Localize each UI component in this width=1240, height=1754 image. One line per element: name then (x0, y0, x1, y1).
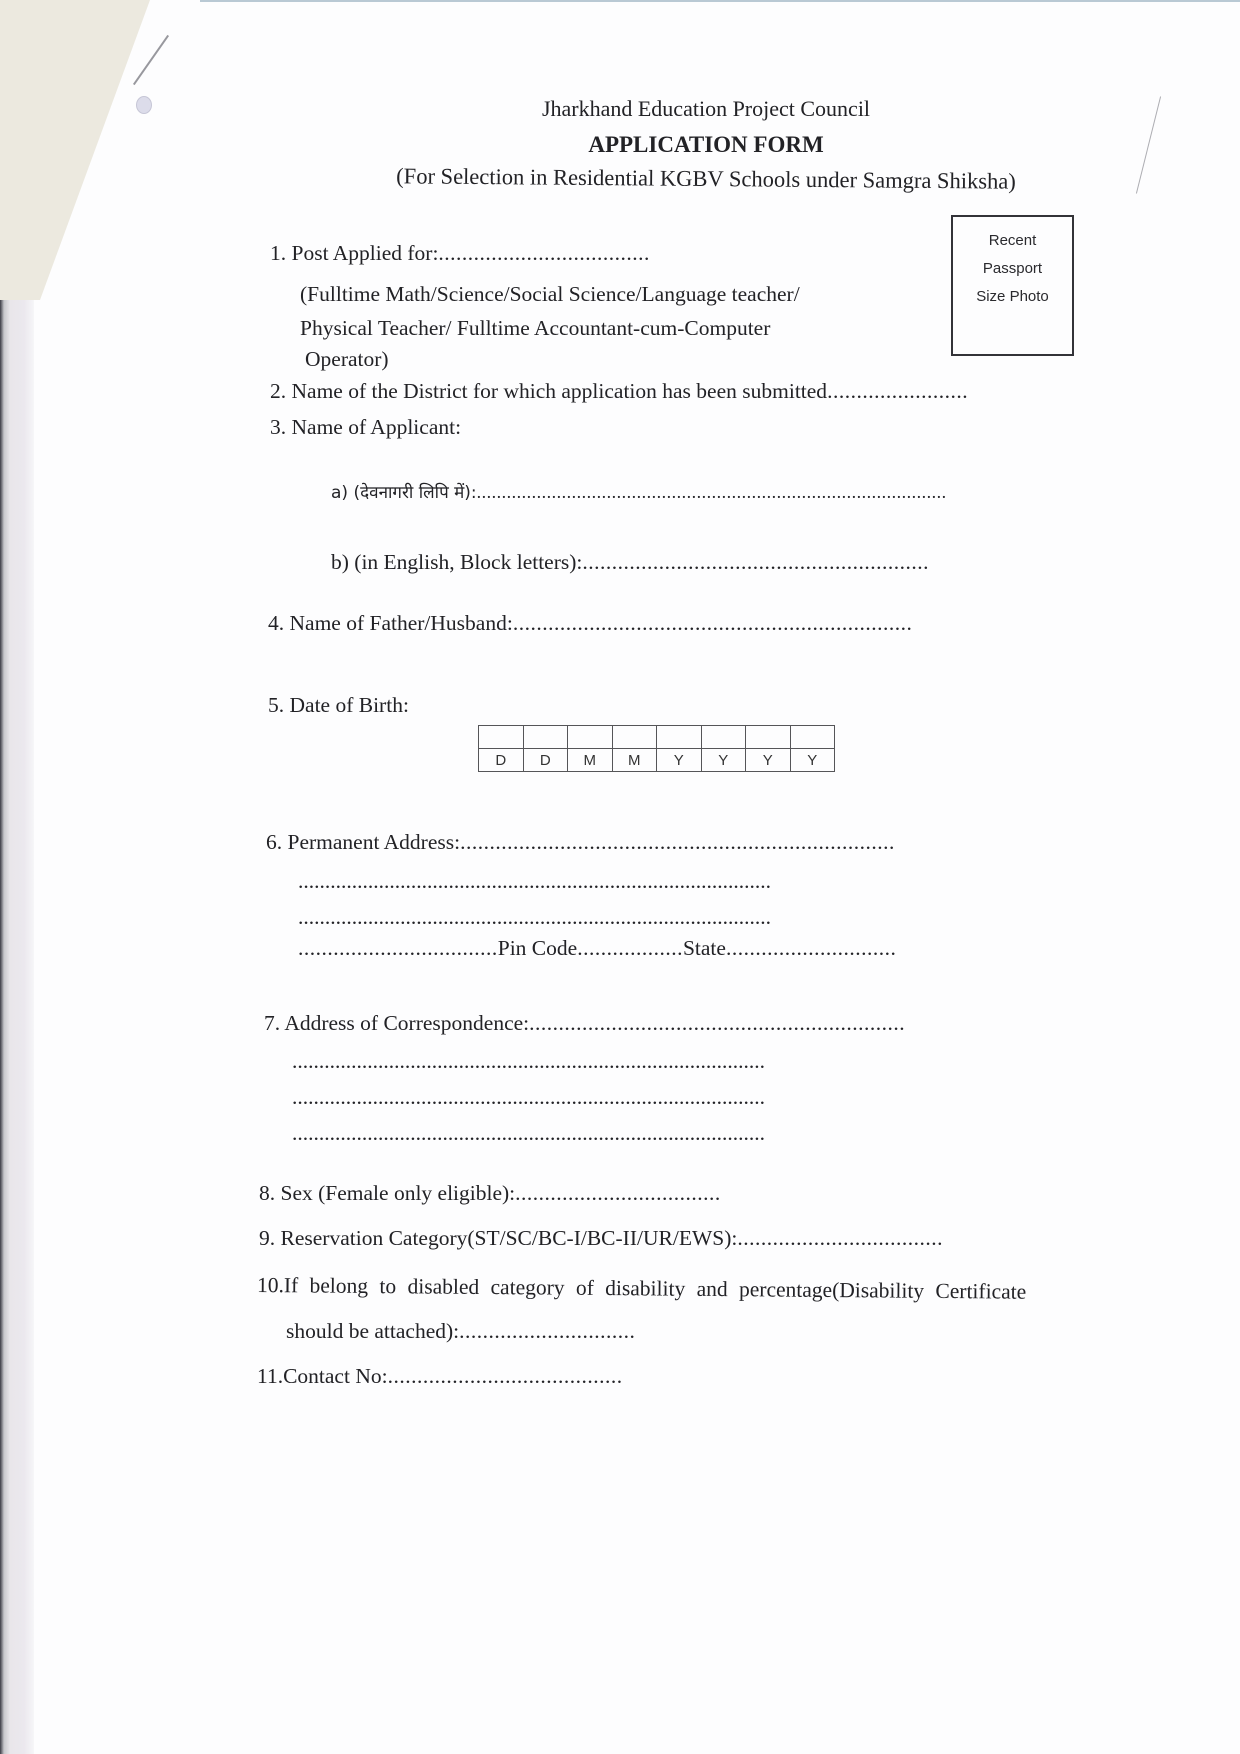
staple-mark (133, 35, 169, 85)
fill-line[interactable]: .................................. (298, 936, 498, 960)
dob-cell[interactable] (612, 726, 657, 749)
fill-line[interactable]: ........................................ (387, 1364, 623, 1388)
dob-format-label: M (568, 749, 613, 772)
dob-format-label: M (612, 749, 657, 772)
field-father[interactable] (268, 610, 912, 636)
field-applicant (270, 414, 461, 440)
field-correspondence-address[interactable] (264, 1010, 905, 1036)
dob-format-label: Y (701, 749, 746, 772)
dob-cell[interactable] (701, 726, 746, 749)
dob-grid (478, 725, 835, 772)
photo-box[interactable] (951, 215, 1074, 356)
dob-cell[interactable] (568, 726, 613, 749)
fill-line[interactable]: .......................................................................... (460, 830, 895, 854)
dob-format-row (479, 749, 835, 772)
pin-code-fill[interactable]: .................. (577, 936, 683, 960)
dob-cell[interactable] (657, 726, 702, 749)
field-number: 9. (259, 1226, 276, 1250)
field-number: 2. (270, 379, 287, 403)
dob-cell[interactable] (479, 726, 524, 749)
field-number: 7. (264, 1011, 281, 1035)
post-note-line: (Fulltime Math/Science/Social Science/Language teacher/ (300, 282, 800, 306)
photo-box-line: Recent (988, 232, 1037, 249)
field-number: 11. (257, 1364, 284, 1388)
field-label: Contact No: (283, 1364, 388, 1388)
field-number: 4. (268, 611, 285, 635)
dob-format-label: D (479, 749, 524, 772)
fill-line[interactable]: ........................ (827, 379, 969, 403)
scan-top-edge (200, 0, 1240, 2)
field-pin-state[interactable] (298, 935, 896, 961)
field-label: Date of Birth: (289, 693, 409, 717)
field-number: 3. (270, 415, 287, 439)
field-sex[interactable] (259, 1180, 721, 1206)
field-post[interactable] (270, 240, 650, 266)
field-number: 6. (266, 830, 283, 854)
field-label: Address of Correspondence: (284, 1011, 530, 1035)
field-label: Reservation Category(ST/SC/BC-I/BC-II/UR/EWS): (280, 1226, 738, 1250)
field-number: 5. (268, 693, 285, 717)
field-applicant-english[interactable] (331, 549, 929, 575)
field-contact[interactable] (257, 1363, 623, 1389)
pin-code-label: Pin Code (497, 936, 578, 960)
dob-format-label: D (523, 749, 568, 772)
photo-box-line: Passport (982, 260, 1043, 277)
form-title: APPLICATION FORM (588, 132, 824, 157)
state-label: State (682, 936, 726, 960)
field-label: Name of the District for which application has been submitted (291, 379, 828, 403)
field-district[interactable] (270, 378, 968, 404)
fill-line[interactable]: ........................................................... (582, 550, 930, 574)
fill-line[interactable]: .................................................................... (512, 611, 913, 635)
fill-line[interactable]: ................................... (737, 1226, 943, 1250)
dob-cell[interactable] (746, 726, 791, 749)
field-label: Post Applied for: (291, 241, 439, 265)
state-fill[interactable]: ............................. (725, 936, 897, 960)
dob-cell[interactable] (523, 726, 568, 749)
fill-line[interactable]: .................................... (438, 241, 650, 265)
field-number: 10. (256, 1273, 284, 1298)
field-dob (268, 692, 409, 718)
field-disability-cont[interactable] (286, 1318, 635, 1344)
field-number: 8. (259, 1181, 276, 1205)
field-label: Sex (Female only eligible): (280, 1181, 516, 1205)
fill-line[interactable]: ........................................................................................ (298, 869, 771, 893)
field-applicant-devanagari[interactable] (331, 478, 947, 506)
field-label: If belong to disabled category of disability and percentage(Disability Certificate (283, 1273, 1027, 1304)
field-label: Name of Applicant: (291, 415, 462, 439)
field-label: a) (देवनागरी लिपि में): (331, 483, 477, 503)
field-permanent-address[interactable] (266, 829, 895, 855)
dob-format-label: Y (790, 749, 835, 772)
fill-line[interactable]: ................................................................ (529, 1011, 906, 1035)
field-label: b) (in English, Block letters): (331, 550, 583, 574)
dob-input-row (479, 726, 835, 749)
fill-line[interactable]: ........................................................................................ (292, 1085, 765, 1109)
field-disability (257, 1272, 1026, 1305)
photo-box-line: Size Photo (976, 288, 1049, 305)
dob-cell[interactable] (790, 726, 835, 749)
field-label: Name of Father/Husband: (289, 611, 513, 635)
organization-name: Jharkhand Education Project Council (541, 96, 871, 121)
field-reservation[interactable] (259, 1225, 943, 1251)
fill-line[interactable]: ........................................................................................ (292, 1121, 765, 1145)
form-subtitle: (For Selection in Residential KGBV Schools under Samgra Shiksha) (396, 163, 1016, 194)
fill-line[interactable]: .............................. (459, 1319, 636, 1343)
field-label: should be attached): (286, 1319, 460, 1343)
fill-line[interactable]: ................................... (515, 1181, 721, 1205)
dob-format-label: Y (746, 749, 791, 772)
fill-line[interactable]: ........................................................................................ (298, 905, 771, 929)
fill-line[interactable]: .............................................................................................. (476, 482, 947, 502)
field-number: 1. (270, 241, 287, 265)
post-note-line: Physical Teacher/ Fulltime Accountant-cum-Computer (300, 316, 771, 340)
dob-format-label: Y (657, 749, 702, 772)
field-label: Permanent Address: (287, 830, 461, 854)
fill-line[interactable]: ........................................................................................ (292, 1049, 765, 1073)
post-note-line: Operator) (305, 347, 389, 371)
